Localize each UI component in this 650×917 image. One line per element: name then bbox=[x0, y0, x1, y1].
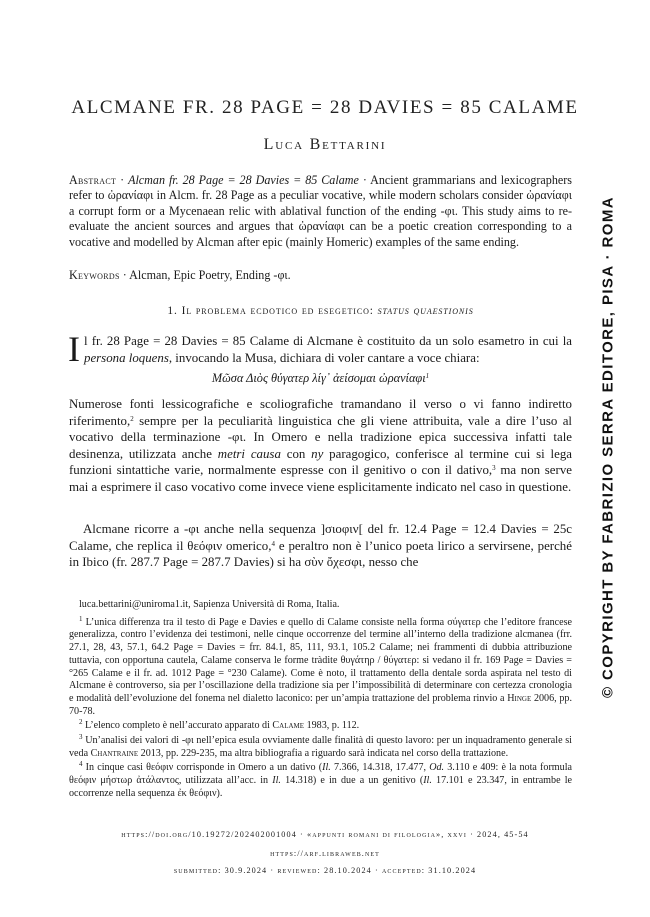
footnote-4-text-d: 14.318) e in due a un genitivo ( bbox=[280, 775, 424, 787]
footnote-1-author: Hinge bbox=[507, 692, 532, 704]
paragraph-1-text-b: , invocando la Musa, dichiara di voler cantare a voce chiara: bbox=[168, 350, 480, 365]
footnote-1-text-b: 2006, pp. 70-78. bbox=[69, 692, 573, 717]
article-title: ALCMANE FR. 28 PAGE = 28 DAVIES = 85 CALAME bbox=[71, 97, 579, 118]
footnote-3-author: Chantraine bbox=[90, 747, 139, 759]
paragraph-1-italic: persona loquens bbox=[84, 350, 169, 365]
submission-dates: submitted: 30.9.2024 · reviewed: 28.10.2024 · accepted: 31.10.2024 bbox=[173, 866, 477, 875]
footnote-2-number: 2 bbox=[79, 718, 83, 727]
abstract-separator: · bbox=[116, 173, 129, 187]
footnote-4-text-b: 7.366, 14.318, 17.477, bbox=[330, 762, 430, 774]
author-contact bbox=[69, 599, 572, 612]
journal-url[interactable]: https://arf.libraweb.net bbox=[270, 849, 380, 858]
footnote-4-number: 4 bbox=[79, 760, 83, 769]
paragraph-2-italic: metri causa bbox=[217, 446, 281, 461]
footnote-2-author: Calame bbox=[272, 720, 305, 732]
verse-text: Μῶσα Διὸς θύγατερ λίγ᾽ ἀείσομαι ὠρανίαφι bbox=[211, 371, 426, 385]
keywords-label: Keywords bbox=[69, 268, 120, 282]
abstract-text: · Ancient grammarians and lexicographers refer to ὠρανίαφι in Alcm. fr. 28 Page as a peculiar vocative, while modern scholars consider ὠρανίαφι a corrupt form or a Mycenaean relic with ablatival function of the ending -φι. This study aims to re-evaluate the ancient sources and argues that ὠρανίαφι can be a poetic creation corresponding to a vocative and modelled by Alcman after epic (mainly Homeric) examples of the same ending. bbox=[69, 173, 572, 249]
footnote-4 bbox=[69, 762, 572, 800]
paragraph-3 bbox=[69, 521, 572, 571]
footnote-2-text-b: 1983, p. 112. bbox=[304, 720, 360, 732]
contact-text: luca.bettarini@uniroma1.it, Sapienza Università di Roma, Italia. bbox=[79, 599, 340, 610]
paragraph-1 bbox=[68, 329, 572, 369]
footnote-ref-1[interactable]: 1 bbox=[425, 372, 430, 380]
section-title: Il problema ecdotico ed esegetico: bbox=[181, 305, 378, 317]
footnote-2-text-a: L’elenco completo è nell’accurato apparato di bbox=[82, 720, 273, 732]
doi-line[interactable]: https://doi.org/10.19272/202402001004 · «appunti romani di filologia», xxvi · 2024, 45-54 bbox=[121, 830, 529, 839]
footnote-1-text-a: L’unica differenza tra il testo di Page e Davies e quello di Calame consiste nella forma σύγατερ che l’editore francese generalizza, contro l’evidenza dei testimoni, nelle cinque occorrenze del termine all’interno della tradizione alcmanea (frr. 27.1, 28, 43, 57.1, 64.2 Page = Davies = frr. 84.1, 85, 111, 93.1, 105.2 Calame; nei frammenti di dubbia attribuzione tuttavia, con opportuna cautela, Calame conserva le forme tràdite θυγάτηρ / θύγατερ: si vedano il fr. 169 Page = Davies = °265 Calame e il fr. ad. 1012 Page = °230 Calame). Come è noto, il trattamento della dentale sorda aspirata nel testo di Alcmane è controverso, sia per l’oscillazione della tradizione sia per l’impossibilità di determinare con certezza cronologia e modalità dell’evoluzione del fonema nel dialetto laconico: per un’ampia trattazione del problema rinvio a bbox=[69, 616, 572, 704]
paragraph-2-text-a: Numerose fonti lessicografiche e scoliografiche tramandano il verso o vi fanno indiretto riferimento, bbox=[69, 397, 572, 428]
paragraph-2-ny: ny bbox=[311, 446, 324, 461]
section-subtitle: status quaestionis bbox=[377, 305, 474, 317]
copyright-sidebar bbox=[597, 196, 619, 698]
footnote-4-iliad-3: Il. bbox=[423, 775, 432, 787]
author-name: Luca Bettarini bbox=[263, 136, 387, 153]
paragraph-2-text-c: con bbox=[280, 446, 312, 461]
abstract-heading: Alcman fr. 28 Page = 28 Davies = 85 Calame bbox=[128, 173, 359, 187]
copyright-text: © COPYRIGHT BY FABRIZIO SERRA EDITORE, PISA · ROMA bbox=[599, 196, 617, 698]
paragraph-2-text-b: sempre per la peculiarità linguistica che gli viene attribuita, vale a dire l’uso al vocativo della terminazione -φι. In Omero e nella tradizione epica successiva infatti tale desinenza, utilizzata anche bbox=[69, 413, 572, 461]
footnote-3-text-a: Un’analisi dei valori di -φι nell’epica esula ovviamente dalle finalità di questo lavoro: per un inquadramento generale si veda bbox=[69, 735, 572, 759]
section-number: 1. bbox=[167, 305, 182, 317]
paragraph-3-text-a: Alcmane ricorre a -φι anche nella sequenza ]σιοφιν[ del fr. 12.4 Page = 12.4 Davies = 25c Calame, che replica il θεόφιν omerico, bbox=[69, 522, 572, 553]
paragraph-2-text-e: ma non serve mai a esprimere il caso vocativo come invece viene esplicitamente indicato nel caso in questione. bbox=[69, 463, 572, 494]
verse-quote bbox=[69, 371, 572, 386]
footnote-4-text-c: 3.110 e 409: è la nota formula θεόφιν μήστωρ ἀτάλαντος, utilizzata all’acc. in bbox=[69, 762, 572, 787]
drop-cap: I bbox=[68, 329, 80, 369]
footnote-ref-2[interactable]: 2 bbox=[130, 414, 134, 423]
paragraph-1-text-a: l fr. 28 Page = 28 Davies = 85 Calame di Alcmane è costituito da un solo esametro in cui la bbox=[84, 334, 572, 348]
abstract bbox=[69, 173, 572, 250]
keywords-text: · Alcman, Epic Poetry, Ending -φι. bbox=[119, 268, 291, 282]
paragraph-3-text-b: e peraltro non è l’unico poeta lirico a servirsene, perché in Ibico (fr. 287.7 Page = 287.7 Davies) si ha σὺν ὄχεσφι, nesso che bbox=[69, 538, 572, 570]
footnote-3-text-b: 2013, pp. 229-235, ma altra bibliografia a riguardo sarà indicata nel corso della trattazione. bbox=[138, 747, 509, 759]
footnote-1 bbox=[69, 614, 573, 719]
footnote-1-number: 1 bbox=[79, 614, 83, 623]
footnote-ref-4[interactable]: 4 bbox=[271, 539, 275, 548]
section-heading bbox=[69, 305, 572, 317]
footnotes bbox=[69, 599, 572, 801]
footnote-4-odyssey: Od. bbox=[429, 762, 445, 774]
abstract-label: Abstract bbox=[69, 173, 117, 187]
footnote-3-number: 3 bbox=[79, 733, 83, 742]
footnote-4-iliad-2: Il. bbox=[272, 775, 281, 787]
footnote-2 bbox=[69, 720, 572, 733]
paragraph-2 bbox=[69, 396, 572, 496]
footnote-4-iliad-1: Il. bbox=[322, 762, 331, 774]
keywords bbox=[69, 268, 572, 283]
footnote-3 bbox=[69, 735, 572, 760]
footnote-4-text-e: 17.101 e 23.347, in entrambe le occorrenze nella sequenza ἐκ θεόφιν). bbox=[69, 775, 572, 799]
footnote-4-text-a: In cinque casi θεόφιν corrisponde in Omero a un dativo ( bbox=[82, 762, 323, 774]
paragraph-2-text-d: paragogico, conferisce al termine cui si lega funzioni sintattiche varie, normalmente espresse con il genitivo o con il dativo, bbox=[69, 446, 572, 478]
footnote-ref-3[interactable]: 3 bbox=[492, 464, 496, 473]
